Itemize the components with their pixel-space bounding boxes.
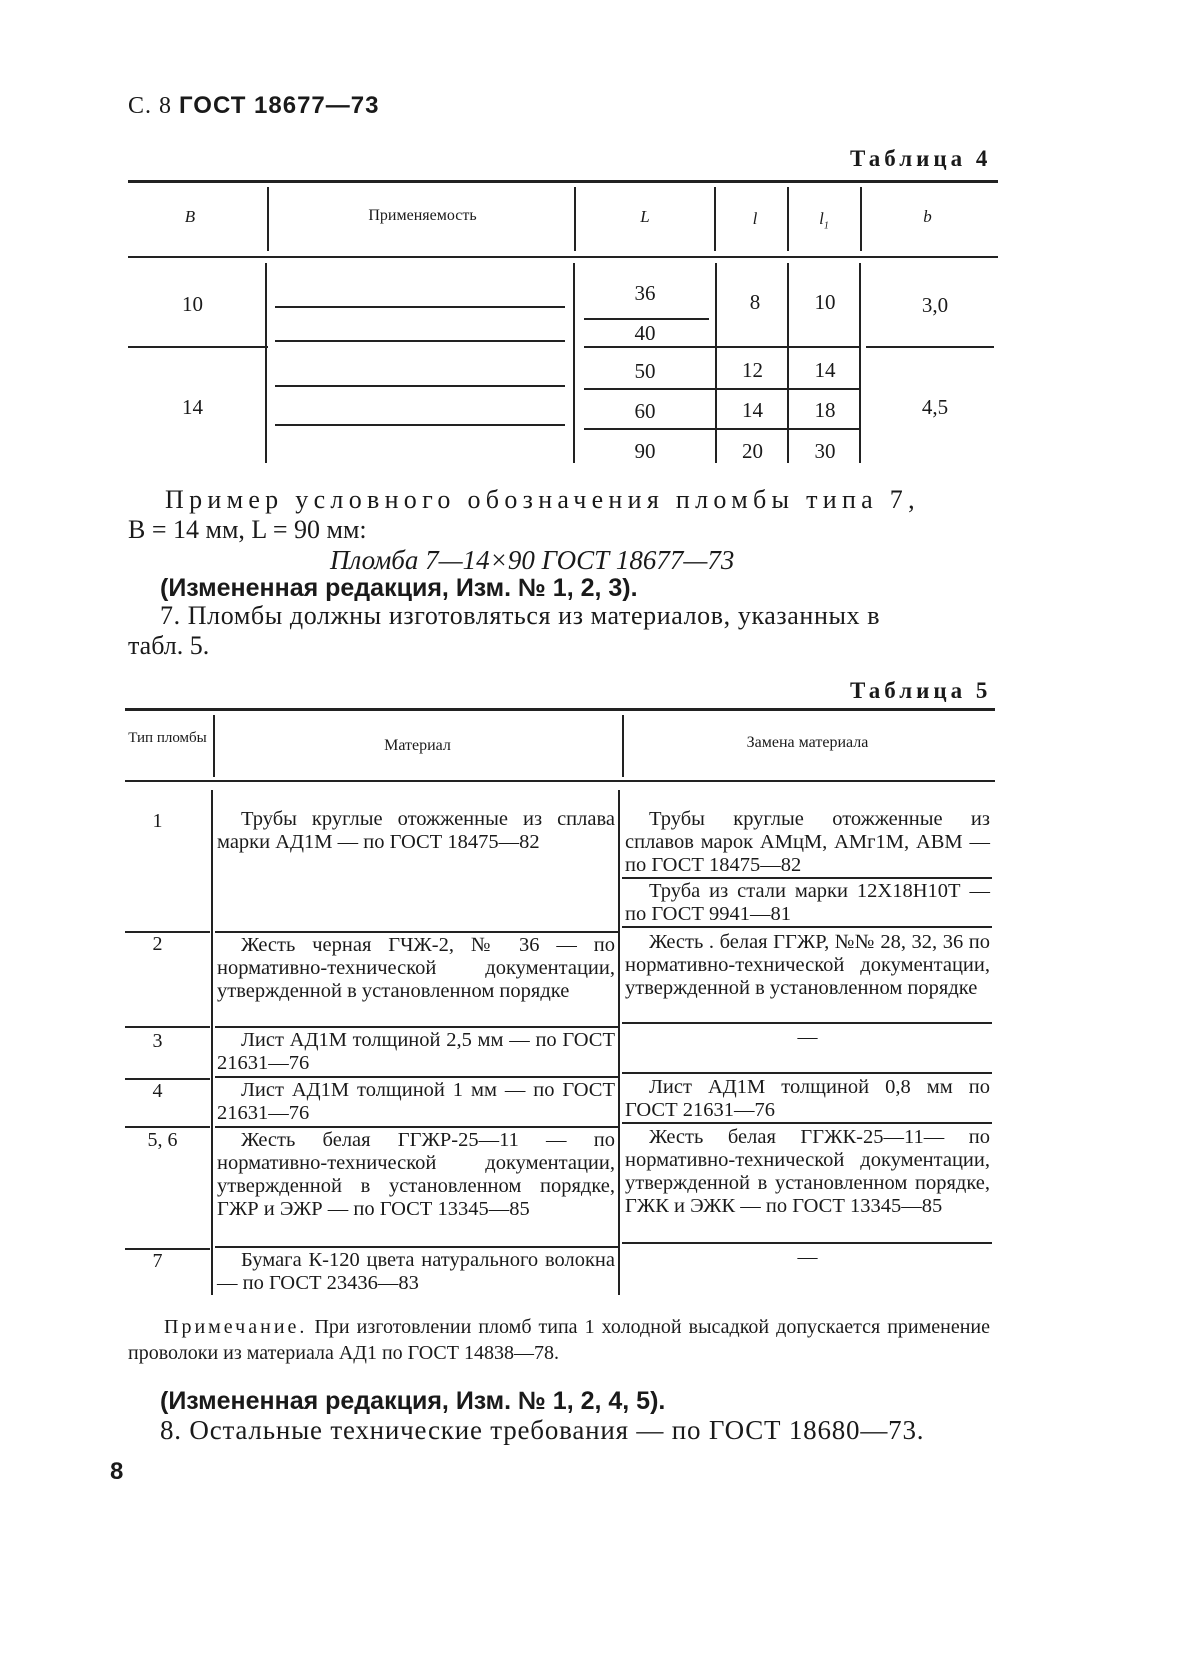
page-header [128, 92, 379, 120]
table5-type: 1 [152, 810, 163, 832]
page-prefix: С. 8 [128, 93, 173, 119]
table5-type: 2 [152, 933, 163, 955]
table4-cell: 60 [634, 399, 656, 423]
table4-cell: 50 [634, 359, 656, 383]
table4-cell: 3,0 [921, 293, 949, 317]
table4-cell: 14 [742, 398, 763, 422]
table4-cell: 10 [182, 292, 203, 316]
table4-cell: 8 [749, 290, 761, 314]
table4-cell: 4,5 [921, 395, 949, 419]
note-label: Примечание. [164, 1316, 308, 1338]
table5-material: Жесть черная ГЧЖ-2, № 36 — по нормативно-технической документации, утвержденной в установленном порядке [217, 934, 615, 1002]
table4-header-l: l [752, 209, 758, 228]
table4-cell: 40 [634, 321, 656, 345]
example-edition: (Измененная редакция, Изм. № 1, 2, 3). [160, 574, 638, 602]
table4-cell: 90 [634, 439, 656, 463]
table4-header-l1: $l_1$ [819, 209, 829, 232]
table4-cell: 30 [814, 439, 836, 463]
clause7-line2: табл. 5. [128, 631, 210, 660]
table5-material: Бумага К-120 цвета натурального волокна — по ГОСТ 23436—83 [217, 1249, 615, 1294]
table5-material: Жесть белая ГГЖР-25—11 — по нормативно-технической документации, утвержденной в установленном порядке, ГЖР и ЭЖР — по ГОСТ 13345—85 [217, 1129, 615, 1220]
table5-caption: Таблица 5 [850, 678, 992, 703]
table4-cell: 14 [814, 358, 836, 382]
gost-number: ГОСТ 18677—73 [179, 92, 380, 119]
table4-header-rule [128, 256, 998, 258]
table4-header-use: Применяемость [368, 207, 477, 224]
table5-replacement: Трубы круглые отожженные из сплавов марок АМцМ, АМг1М, АВМ — по ГОСТ 18475—82 [625, 808, 990, 876]
table5-material: Лист АД1М толщиной 1 мм — по ГОСТ 21631—76 [217, 1079, 615, 1124]
table5-replacement: Жесть . белая ГГЖР, №№ 28, 32, 36 по нормативно-технической документации, утвержденной в установленном порядке [625, 931, 990, 999]
table5-material: Трубы круглые отожженные из сплава марки АД1М — по ГОСТ 18475—82 [217, 808, 615, 853]
table5-type: 7 [152, 1250, 163, 1272]
table5-replacement: Жесть белая ГГЖК-25—11— по нормативно-технической документации, утвержденной в установленном порядке, ГЖК и ЭЖК — по ГОСТ 13345—85 [625, 1126, 990, 1217]
table4-top-rule [128, 180, 998, 183]
table5-top-rule [125, 708, 995, 711]
table5-header-type: Тип пломбы [128, 730, 207, 746]
table4-header-B: B [184, 207, 196, 226]
table5-type: 3 [152, 1030, 163, 1052]
table5-type: 4 [152, 1080, 163, 1102]
table4-cell: 14 [182, 395, 203, 419]
table5-header-replacement: Замена материала [746, 734, 869, 751]
example-line2: B = 14 мм, L = 90 мм: [128, 515, 367, 544]
table4-cell: 36 [634, 281, 656, 305]
table4-header-L: L [640, 207, 650, 226]
table4-cell: 12 [742, 358, 763, 382]
table4-cell: 10 [814, 290, 836, 314]
table5-note [128, 1314, 990, 1366]
table5-replacement: — [797, 1026, 818, 1048]
table4-header-b: b [923, 207, 932, 226]
table5-replacement: Лист АД1М толщиной 0,8 мм по ГОСТ 21631—76 [625, 1076, 990, 1121]
page-number: 8 [110, 1458, 124, 1485]
table5-replacement: — [797, 1246, 818, 1268]
table5-type: 5, 6 [147, 1129, 178, 1151]
example-line1: Пример условного обозначения пломбы типа 7, [165, 485, 920, 514]
table5-header-material: Материал [384, 737, 451, 754]
table5-material: Лист АД1М толщиной 2,5 мм — по ГОСТ 21631—76 [217, 1029, 615, 1074]
example-designation: Пломба 7—14×90 ГОСТ 18677—73 [330, 545, 735, 575]
note-text: При изготовлении пломб типа 1 холодной высадкой допускается применение проволоки из материала АД1 по ГОСТ 14838—78. [128, 1316, 990, 1364]
table4-caption: Таблица 4 [850, 146, 992, 171]
table5-header-rule [125, 780, 995, 782]
edition-2: (Измененная редакция, Изм. № 1, 2, 4, 5). [160, 1387, 666, 1415]
clause7-line1: 7. Пломбы должны изготовляться из материалов, указанных в [160, 601, 881, 630]
table4-cell: 18 [814, 398, 836, 422]
table4-cell: 20 [742, 439, 763, 463]
clause8: 8. Остальные технические требования — по ГОСТ 18680—73. [160, 1415, 925, 1445]
table5-replacement: Труба из стали марки 12Х18Н10Т — по ГОСТ 9941—81 [625, 880, 990, 925]
